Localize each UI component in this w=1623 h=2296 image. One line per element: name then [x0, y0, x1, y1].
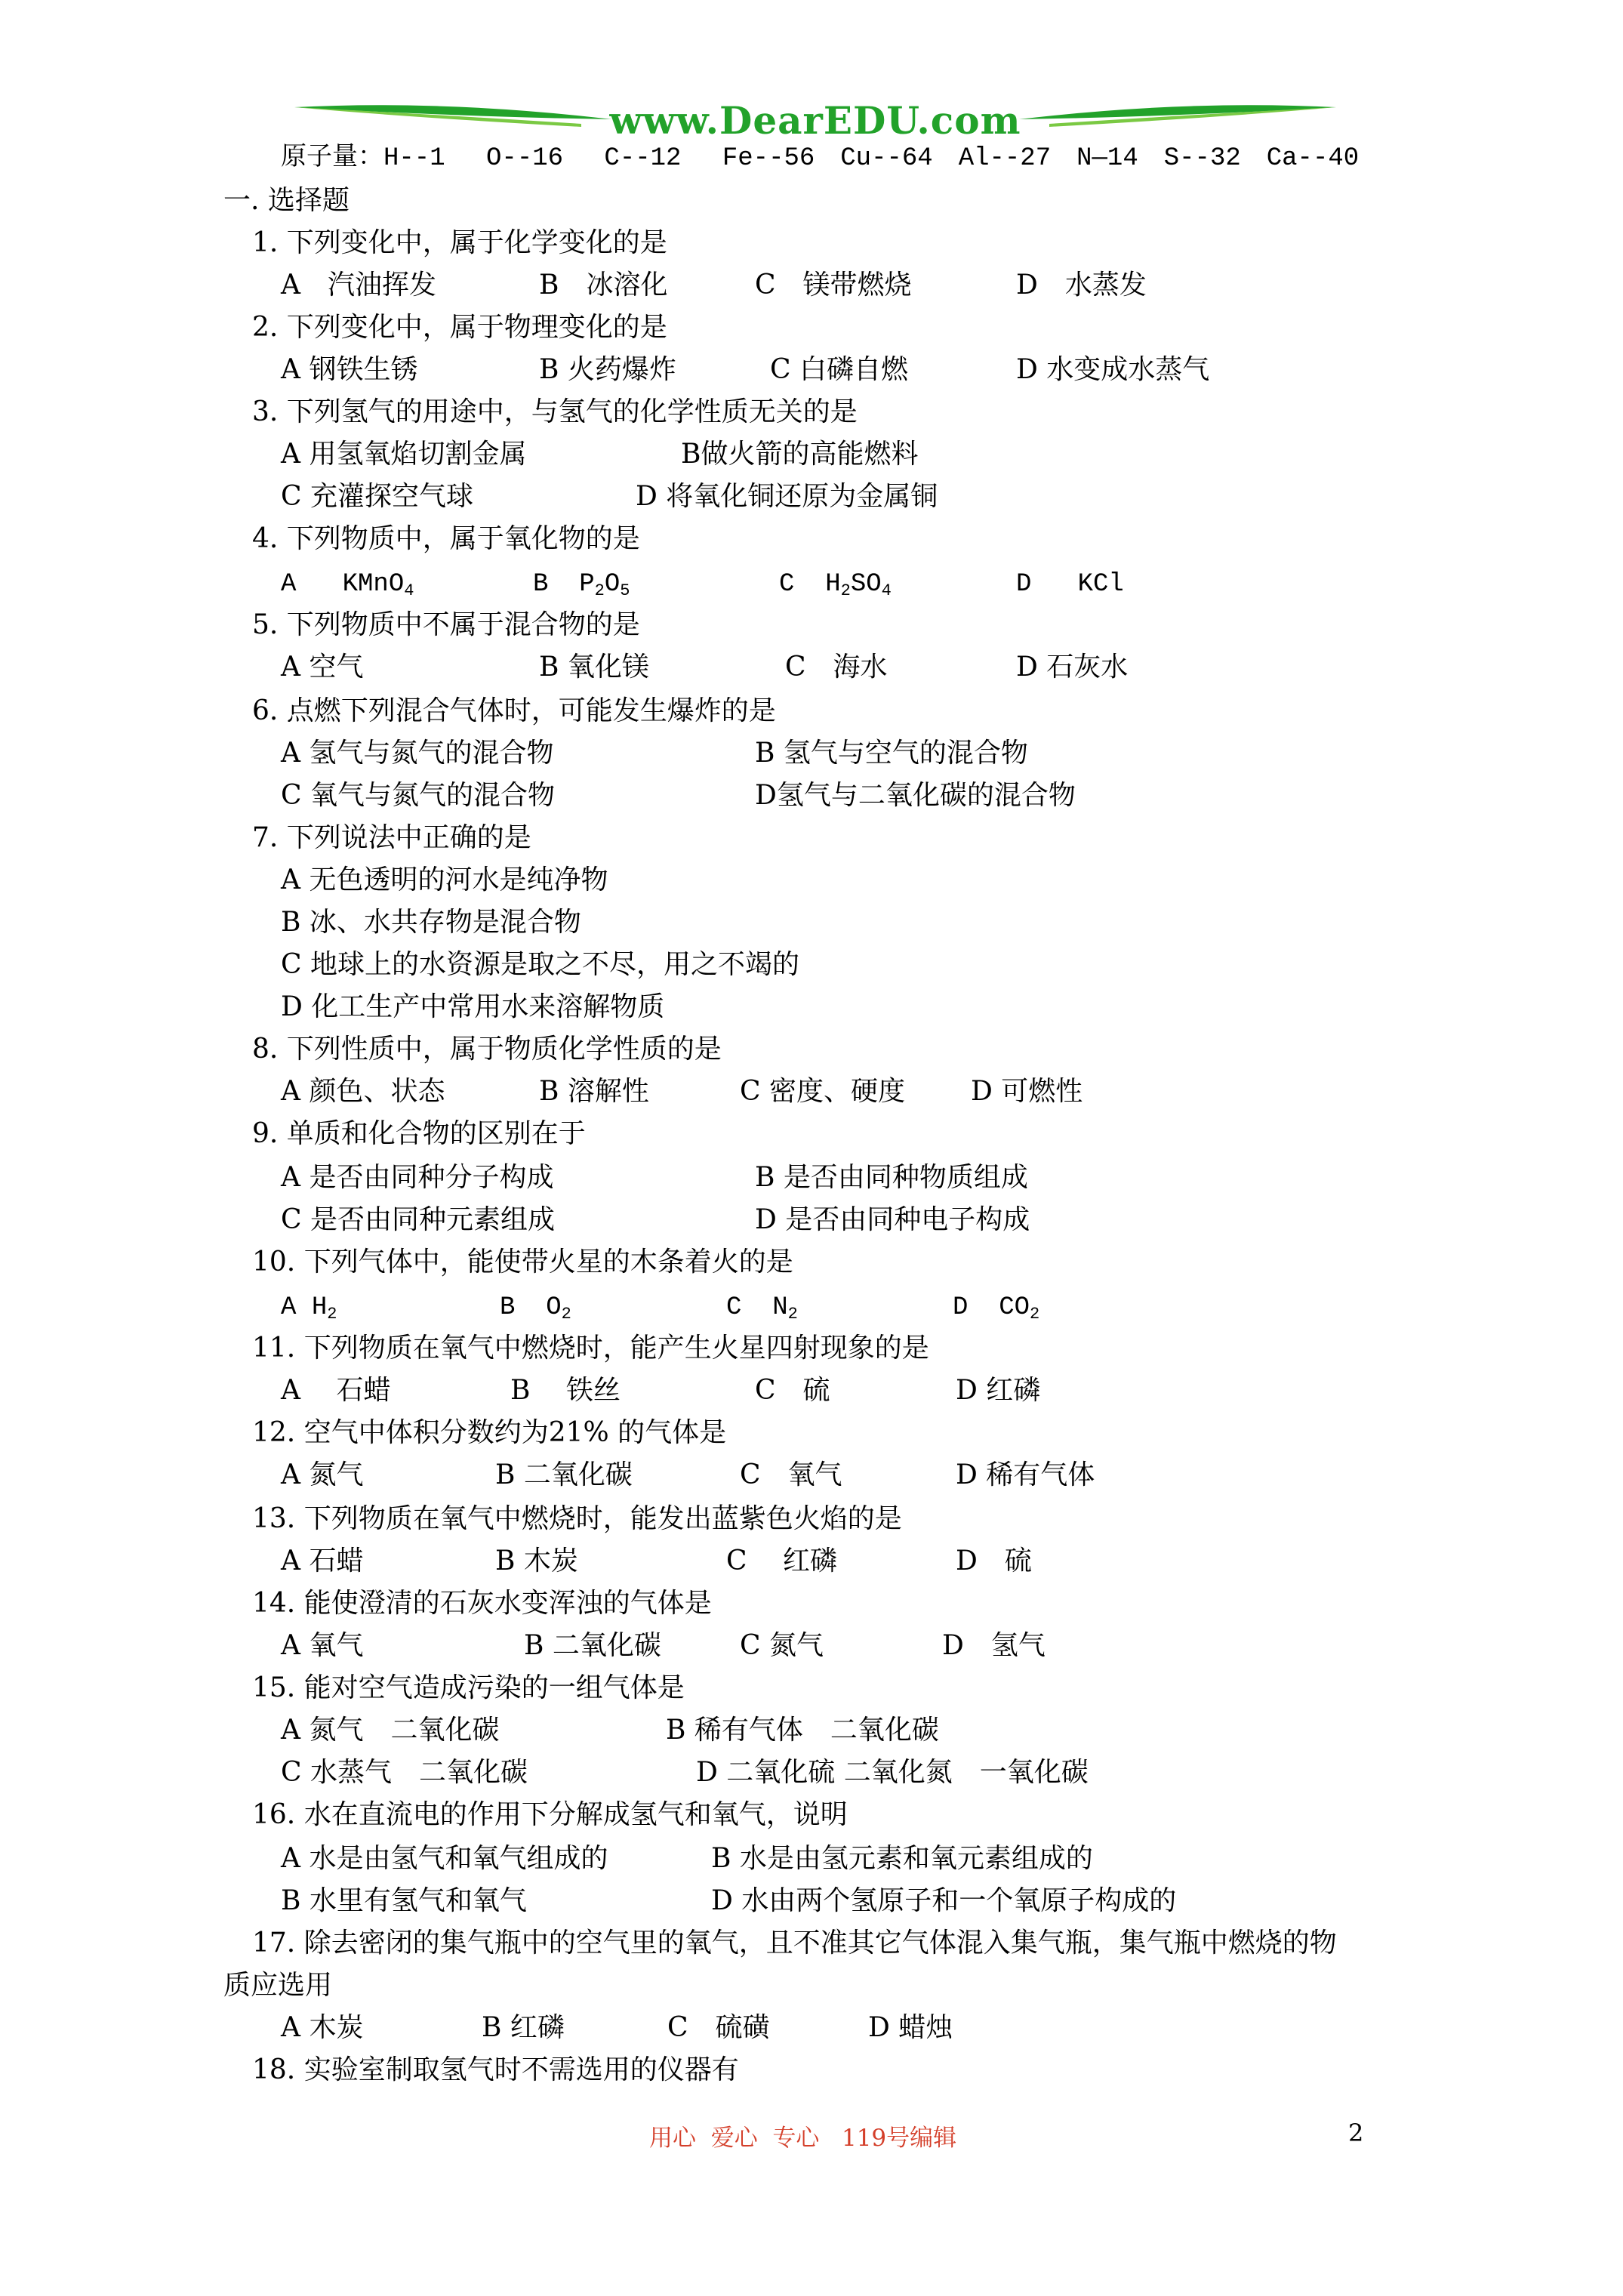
q9-option-c: C 是否由同种元素组成: [281, 1204, 555, 1235]
q16-option-d: D 水由两个氢原子和一个氧原子构成的: [711, 1885, 1177, 1916]
question-7: 7. 下列说法中正确的是: [252, 822, 531, 853]
q1-option-b: B 冰溶化: [539, 270, 668, 300]
q1-option-c: C 镁带燃烧: [755, 270, 912, 300]
q9-option-b: B 是否由同种物质组成: [755, 1162, 1028, 1193]
q3-option-a: A 用氢氧焰切割金属: [281, 439, 527, 470]
q7-option-a: A 无色透明的河水是纯净物: [281, 864, 608, 895]
q12-option-a: A 氮气: [281, 1459, 364, 1490]
question-8: 8. 下列性质中，属于物质化学性质的是: [252, 1034, 722, 1065]
q7-option-c: C 地球上的水资源是取之不尽，用之不竭的: [281, 949, 799, 980]
q16-option-b: B 水是由氢元素和氧元素组成的: [711, 1843, 1093, 1874]
q12-option-b: B 二氧化碳: [495, 1459, 633, 1490]
q2-option-a: A 钢铁生锈: [281, 354, 418, 385]
question-10: 10. 下列气体中，能使带火星的木条着火的是: [252, 1247, 793, 1277]
q1-option-a: A 汽油挥发: [281, 270, 436, 300]
q5-option-b: B 氧化镁: [539, 652, 649, 683]
q8-option-b: B 溶解性: [539, 1076, 649, 1107]
q13-option-b: B 木炭: [495, 1546, 578, 1576]
q3-option-c: C 充灌探空气球: [281, 481, 473, 512]
question-2: 2. 下列变化中，属于物理变化的是: [252, 312, 667, 343]
q11-option-b: B 铁丝: [510, 1375, 621, 1406]
q14-option-d: D 氢气: [942, 1630, 1046, 1661]
section-title: 一. 选择题: [223, 185, 350, 216]
q14-option-a: A 氧气: [281, 1630, 364, 1661]
q4-option-c: C $H_2SO_4$: [779, 570, 892, 600]
q11-option-c: C 硫: [755, 1375, 830, 1406]
q11-option-a: A 石蜡: [281, 1375, 391, 1406]
q10-option-d: D $CO_2$: [953, 1293, 1040, 1324]
question-17-continued: 质应选用: [223, 1970, 333, 2001]
q3-option-b: B做火箭的高能燃料: [681, 439, 919, 470]
atomic-mass-line: 原子量：H--1 O--16 C--12 Fe--56 Cu--64 Al--27 N—14 S--32 Ca--40: [281, 144, 1360, 173]
q8-option-c: C 密度、硬度: [740, 1076, 905, 1107]
q4-option-d: D KCl: [1016, 570, 1124, 599]
question-1: 1. 下列变化中，属于化学变化的是: [252, 227, 667, 258]
q2-option-b: B 火药爆炸: [539, 354, 676, 385]
q7-option-d: D 化工生产中常用水来溶解物质: [281, 991, 665, 1022]
q15-option-a: A 氮气 二氧化碳: [281, 1715, 500, 1746]
q5-option-c: C 海水: [785, 652, 888, 683]
q4-option-b: B $P_2O_5$: [533, 570, 630, 600]
q7-option-b: B 冰、水共存物是混合物: [281, 907, 581, 938]
q5-option-d: D 石灰水: [1016, 652, 1129, 683]
q6-option-a: A 氢气与氮气的混合物: [281, 738, 554, 769]
q12-option-d: D 稀有气体: [956, 1459, 1095, 1490]
question-16: 16. 水在直流电的作用下分解成氢气和氧气，说明: [252, 1799, 848, 1830]
q4-option-a: A KMnO$_4$: [281, 570, 414, 600]
q10-option-b: B $O_2$: [500, 1293, 571, 1324]
site-logo-text: www.DearEDU.com: [609, 98, 1021, 143]
q6-option-b: B 氢气与空气的混合物: [755, 738, 1028, 769]
q6-option-d: D氢气与二氧化碳的混合物: [755, 780, 1076, 811]
q12-option-c: C 氧气: [740, 1459, 842, 1490]
question-12: 12. 空气中体积分数约为21% 的气体是: [252, 1417, 727, 1448]
q6-option-c: C 氧气与氮气的混合物: [281, 780, 555, 811]
q15-option-c: C 水蒸气 二氧化碳: [281, 1757, 528, 1788]
q16-option-c: B 水里有氢气和氧气: [281, 1885, 527, 1916]
question-4: 4. 下列物质中，属于氧化物的是: [252, 523, 640, 554]
q3-option-d: D 将氧化铜还原为金属铜: [636, 481, 938, 512]
question-5: 5. 下列物质中不属于混合物的是: [252, 609, 640, 640]
q17-option-d: D 蜡烛: [868, 2012, 953, 2043]
question-17: 17. 除去密闭的集气瓶中的空气里的氧气，且不准其它气体混入集气瓶，集气瓶中燃烧的物: [252, 1928, 1337, 1959]
q9-option-d: D 是否由同种电子构成: [755, 1204, 1030, 1235]
q8-option-a: A 颜色、状态: [281, 1076, 445, 1107]
q1-option-d: D 水蒸发: [1016, 270, 1147, 300]
q17-option-c: C 硫磺: [667, 2012, 770, 2043]
page-number: 2: [1348, 2119, 1364, 2147]
q15-option-d: D 二氧化硫 二氧化氮 一氧化碳: [696, 1757, 1089, 1788]
q2-option-d: D 水变成水蒸气: [1016, 354, 1210, 385]
question-15: 15. 能对空气造成污染的一组气体是: [252, 1672, 685, 1703]
q13-option-a: A 石蜡: [281, 1546, 364, 1576]
q13-option-c: C 红磷: [726, 1546, 837, 1576]
question-3: 3. 下列氢气的用途中，与氢气的化学性质无关的是: [252, 396, 858, 427]
question-14: 14. 能使澄清的石灰水变浑浊的气体是: [252, 1588, 712, 1619]
question-9: 9. 单质和化合物的区别在于: [252, 1118, 586, 1149]
q16-option-a: A 水是由氢气和氧气组成的: [281, 1843, 608, 1874]
question-11: 11. 下列物质在氧气中燃烧时，能产生火星四射现象的是: [252, 1333, 929, 1364]
question-13: 13. 下列物质在氧气中燃烧时，能发出蓝紫色火焰的是: [252, 1503, 902, 1534]
q17-option-a: A 木炭: [281, 2012, 364, 2043]
q10-option-a: A $H_2$: [281, 1293, 337, 1324]
q9-option-a: A 是否由同种分子构成: [281, 1162, 554, 1193]
q8-option-d: D 可燃性: [971, 1076, 1083, 1107]
q5-option-a: A 空气: [281, 652, 364, 683]
q15-option-b: B 稀有气体 二氧化碳: [666, 1715, 939, 1746]
q10-option-c: C $N_2$: [726, 1293, 798, 1324]
q11-option-d: D 红磷: [956, 1375, 1041, 1406]
question-6: 6. 点燃下列混合气体时，可能发生爆炸的是: [252, 695, 776, 726]
q13-option-d: D 硫: [956, 1546, 1032, 1576]
q14-option-b: B 二氧化碳: [524, 1630, 661, 1661]
q2-option-c: C 白磷自燃: [770, 354, 908, 385]
page-footer: 用心 爱心 专心 119号编辑: [649, 2125, 957, 2152]
q17-option-b: B 红磷: [482, 2012, 565, 2043]
question-18: 18. 实验室制取氢气时不需选用的仪器有: [252, 2054, 739, 2085]
q14-option-c: C 氮气: [740, 1630, 824, 1661]
